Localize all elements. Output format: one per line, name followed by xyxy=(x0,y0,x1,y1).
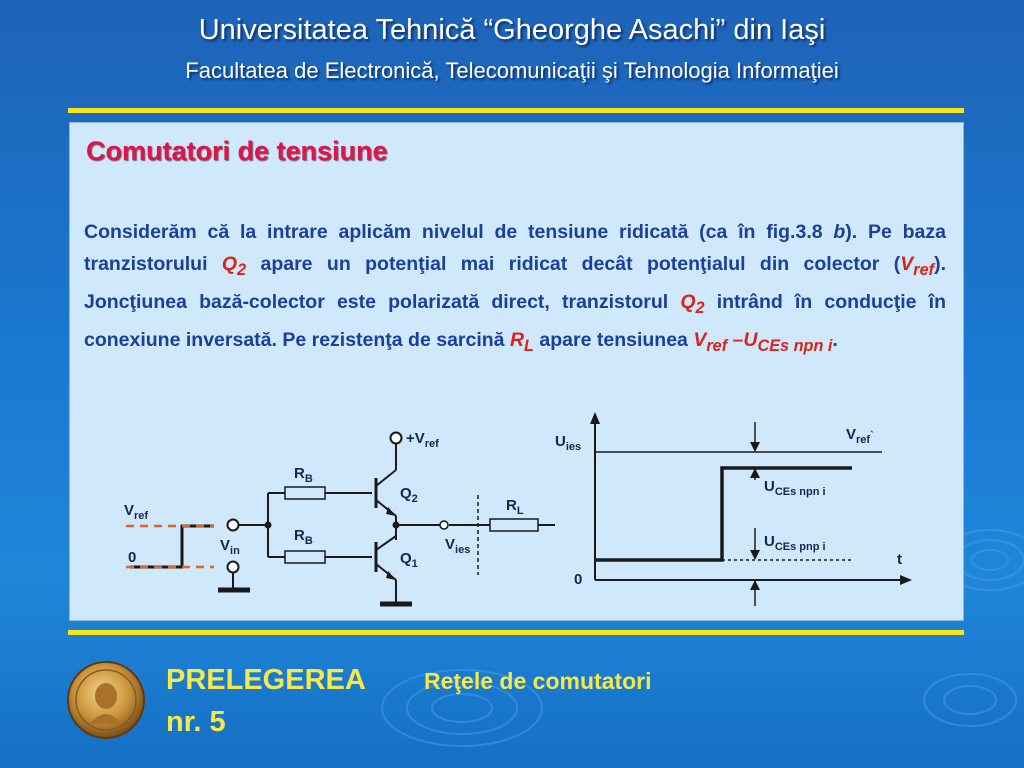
para-text-5: intrând în conducţie în conexiune inversată. Pe rezistenţa de sarcină xyxy=(84,290,946,351)
y-axis-arrow xyxy=(590,412,600,424)
para-text-6: apare tensiunea xyxy=(533,328,694,351)
para-q2-b: Q xyxy=(680,290,696,313)
footer-lecture-label: PRELEGEREA xyxy=(166,664,366,696)
circuit-q2-label: $Q_2$ xyxy=(400,485,418,505)
faculty-name: Facultatea de Electronică, Telecomunicaţii şi Tehnologia Informaţiei xyxy=(185,58,839,83)
para-text-4: ). Joncţiunea bază-colector este polarizată direct, tranzistorul xyxy=(84,253,946,313)
wave-uies-label: $U_{ies}$ xyxy=(555,433,582,453)
para-fig-letter: b xyxy=(833,221,846,243)
wave-zero-label: 0 xyxy=(574,571,583,588)
para-vref-2: V xyxy=(693,328,707,351)
footer-topic: Reţele de comutatori xyxy=(424,668,652,694)
para-text-1: Considerăm că la intrare aplicăm nivelul de tensiune ridicată (ca în fig.3.8 xyxy=(84,221,834,243)
para-end: . xyxy=(832,328,838,351)
para-text-3: apare un potenţial mai ridicat decât potenţialul din colector ( xyxy=(246,253,901,275)
para-rl-sub: L xyxy=(524,336,534,355)
para-text-2: ). Pe baza tranzistorului xyxy=(84,221,946,275)
wave-uces-npn-label: $U_{CEs npn i}$ xyxy=(764,478,826,498)
wave-vref-label: $V_{ref}^`$ xyxy=(846,426,874,446)
para-q2-a-sub: 2 xyxy=(237,260,247,279)
para-q2-b-sub: 2 xyxy=(695,298,705,317)
para-uces-sub: CEs npn i xyxy=(757,336,833,355)
circuit-zero-label: 0 xyxy=(128,549,137,566)
wave-uces-pnp-label: $U_{CEs pnp i}$ xyxy=(764,533,826,553)
para-vref-1: V xyxy=(900,253,914,275)
pnp-arrow-down xyxy=(750,550,760,560)
circuit-rb-top-label: $R_B$ xyxy=(294,465,313,485)
wave-t-label: t xyxy=(897,551,902,568)
circuit-vref-label: $V_{ref}$ xyxy=(124,502,149,522)
para-vref-2-sub: ref xyxy=(706,336,728,355)
circuit-rl-label: $R_L$ xyxy=(506,497,524,517)
circuit-vies-label: $V_{ies}$ xyxy=(445,536,471,556)
para-rl: R xyxy=(509,328,525,351)
pnp-arrow-up xyxy=(750,580,760,590)
university-seal-logo xyxy=(66,660,146,740)
x-axis-arrow xyxy=(900,575,912,585)
para-vref-1-sub: ref xyxy=(913,260,935,279)
npn-arrow-down xyxy=(750,442,760,452)
circuit-rb-bottom-label: $R_B$ xyxy=(294,527,313,547)
para-q2-a: Q xyxy=(221,253,238,275)
circuit-supply-label: $+V_{ref}$ xyxy=(406,430,439,450)
circuit-vin-label: $V_{in}$ xyxy=(220,537,240,557)
footer-lecture-number: nr. 5 xyxy=(166,706,226,738)
para-uces: –U xyxy=(727,328,758,351)
circuit-q1-label: $Q_1$ xyxy=(400,550,418,570)
slide-title: Comutatori de tensiune xyxy=(86,136,388,166)
university-name: Universitatea Tehnică “Gheorghe Asachi” din Iaşi xyxy=(198,14,826,46)
